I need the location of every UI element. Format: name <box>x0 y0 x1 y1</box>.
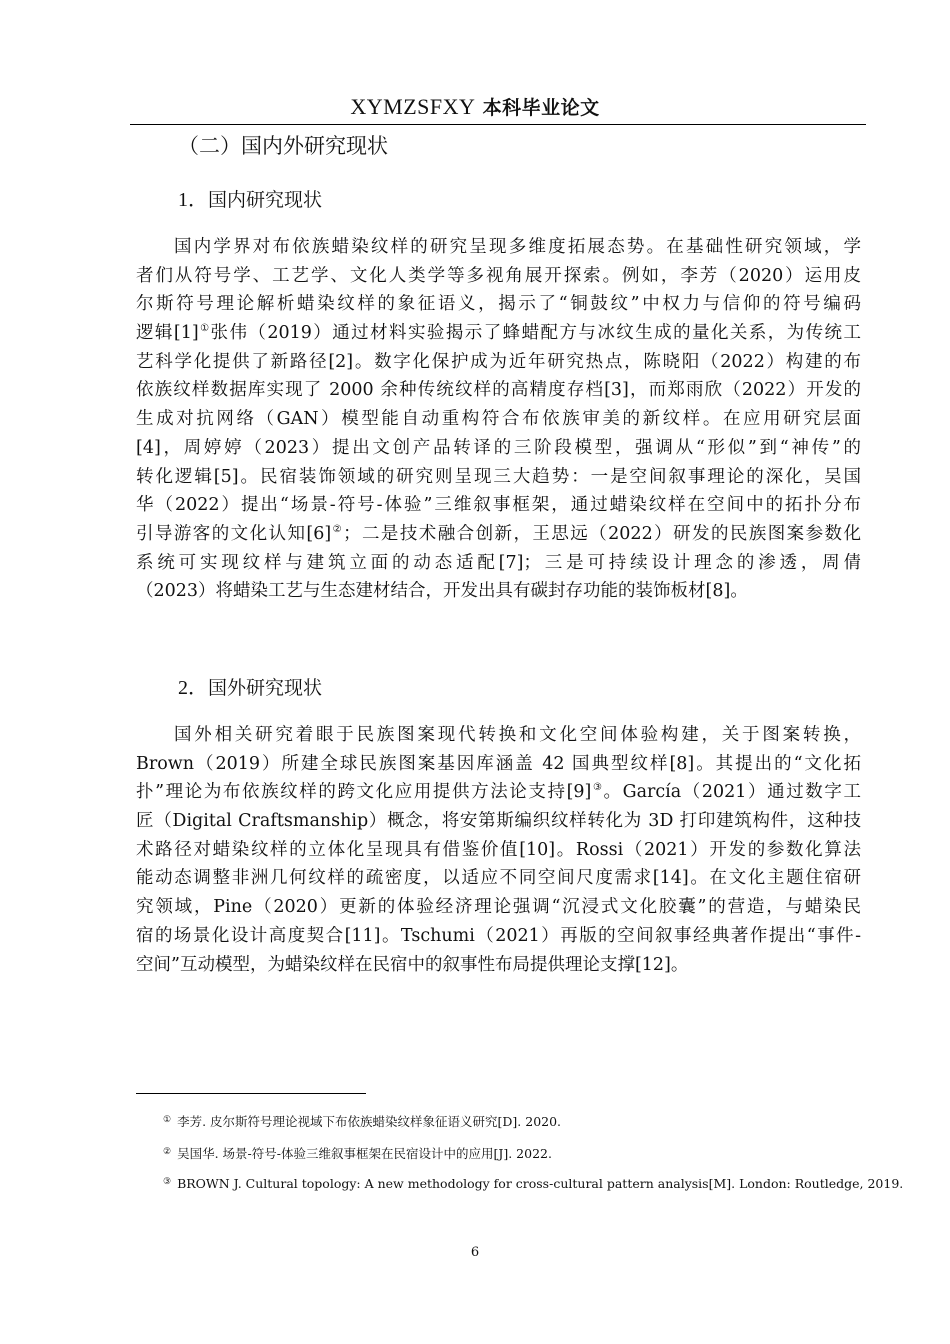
header-latin: XYMZSFXY <box>350 94 476 119</box>
text-segment: 扑”理论为布依族纹样的跨文化应用提供方法论支持[9] <box>136 782 592 803</box>
text-line: 生成对抗网络（GAN）模型能自动重构符合布依族审美的新纹样。在应用研究层面 <box>136 409 861 430</box>
subsection-label: 国外研究现状 <box>208 677 323 699</box>
text-line: 国外相关研究着眼于民族图案现代转换和文化空间体验构建，关于图案转换， <box>174 725 861 745</box>
text-line: 宿的场景化设计高度契合[11]。Tschumi（2021）再版的空间叙事经典著作提出“事件- <box>136 925 861 946</box>
text-segment: 逻辑[1] <box>136 323 199 344</box>
subsection-domestic-heading <box>178 183 322 212</box>
footnote-text: BROWN J. Cultural topology: A new methodology for cross-cultural pattern analysis[M]. London: Routledge, 2019. <box>177 1176 904 1191</box>
text-line: Brown（2019）所建全球民族图案基因库涵盖 42 国典型纹样[8]。其提出的“文化拓 <box>136 753 861 774</box>
page-number: 6 <box>470 1245 480 1260</box>
text-line <box>136 319 861 348</box>
paragraph-domestic <box>136 233 861 606</box>
text-line: （2023）将蜡染工艺与生态建材结合，开发出具有碳封存功能的装饰板材[8]。 <box>136 581 748 602</box>
text-line: 匠（Digital Craftsmanship）概念，将安第斯编织纹样转化为 3D 打印建筑构件，这种技 <box>136 811 861 832</box>
text-line: 究领域，Pine（2020）更新的体验经济理论强调“沉浸式文化胶囊”的营造，与蜡染民 <box>136 897 861 918</box>
footnote-mark: ③ <box>163 1177 172 1187</box>
text-line <box>136 520 861 549</box>
text-line: 者们从符号学、工艺学、文化人类学等多视角展开探索。例如，李芳（2020）运用皮 <box>136 265 861 286</box>
footnote-mark: ② <box>163 1147 172 1157</box>
footnote-3 <box>163 1176 903 1191</box>
text-segment: 。García（2021）通过数字工 <box>603 782 861 803</box>
text-line: 术路径对蜡染纹样的立体化呈现具有借鉴价值[10]。Rossi（2021）开发的参数化算法 <box>136 839 861 860</box>
footnote-ref[interactable]: ③ <box>591 782 604 794</box>
text-segment: 张伟（2019）通过材料实验揭示了蜂蜡配方与冰纹生成的量化关系，为传统工 <box>210 323 861 344</box>
running-header <box>0 93 950 120</box>
text-segment: ；二是技术融合创新，王思远（2022）研发的民族图案参数化 <box>343 523 861 544</box>
footnote-ref[interactable]: ② <box>331 523 344 535</box>
text-line: 尔斯符号理论解析蜡染纹样的象征语义，揭示了“铜鼓纹”中权力与信仰的符号编码 <box>136 294 861 315</box>
text-line: 转化逻辑[5]。民宿装饰领域的研究则呈现三大趋势：一是空间叙事理论的深化，吴国 <box>136 466 861 487</box>
text-line: 依族纹样数据库实现了 2000 余种传统纹样的高精度存档[3]，而郑雨欣（2022）开发的 <box>136 380 861 401</box>
footnote-mark: ① <box>163 1115 172 1125</box>
text-line: 系统可实现纹样与建筑立面的动态适配[7]；三是可持续设计理念的渗透，周倩 <box>136 552 861 573</box>
text-segment: 引导游客的文化认知[6] <box>136 523 332 544</box>
subsection-number: 2． <box>178 677 208 699</box>
header-cjk: 本科毕业论文 <box>482 97 600 119</box>
text-line: 艺科学化提供了新路径[2]。数字化保护成为近年研究热点，陈晓阳（2022）构建的布 <box>136 351 861 372</box>
text-line: 国内学界对布依族蜡染纹样的研究呈现多维度拓展态势。在基础性研究领域，学 <box>174 237 861 257</box>
subsection-label: 国内研究现状 <box>208 189 323 211</box>
footnote-text: 李芳. 皮尔斯符号理论视域下布依族蜡染纹样象征语义研究[D]. 2020. <box>177 1114 562 1129</box>
footnote-2 <box>163 1144 552 1162</box>
footnote-separator <box>136 1093 366 1094</box>
text-line: 能动态调整非洲几何纹样的疏密度，以适应不同空间尺度需求[14]。在文化主题住宿研 <box>136 868 861 889</box>
paragraph-foreign <box>136 721 861 979</box>
footnote-1 <box>163 1112 561 1130</box>
text-line: 华（2022）提出“场景-符号-体验”三维叙事框架，通过蜡染纹样在空间中的拓扑分布 <box>136 495 861 516</box>
section-title: （二）国内外研究现状 <box>178 134 388 158</box>
subsection-foreign-heading <box>178 671 322 700</box>
header-rule <box>130 124 866 125</box>
text-line: 空间”互动模型，为蜡染纹样在民宿中的叙事性布局提供理论支撑[12]。 <box>136 954 689 975</box>
text-line: [4]，周婷婷（2023）提出文创产品转译的三阶段模型，强调从“形似”到“神传”的 <box>136 437 861 458</box>
footnote-text: 吴国华. 场景-符号-体验三维叙事框架在民宿设计中的应用[J]. 2022. <box>177 1146 552 1161</box>
subsection-number: 1． <box>178 189 208 211</box>
text-line <box>136 778 861 807</box>
footnote-ref[interactable]: ① <box>198 323 211 335</box>
